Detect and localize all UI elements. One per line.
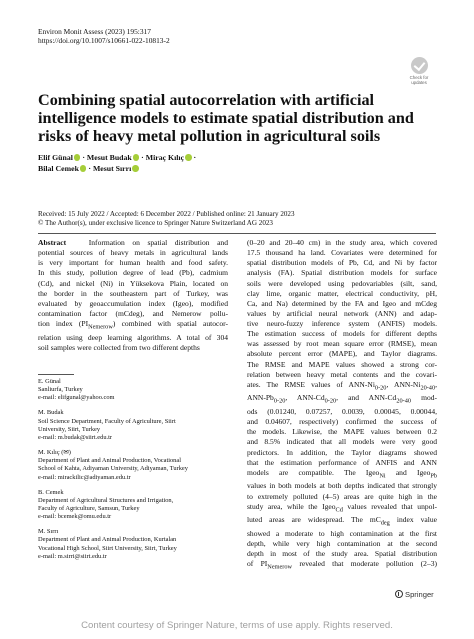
abstract-heading: Abstract (38, 238, 67, 247)
footer-notice: Content courtesy of Springer Nature, terms of use apply. Rights reserved. (0, 612, 474, 639)
abstract-line: relation between heavy metal contents and the covari- (247, 369, 437, 379)
author-name[interactable]: Miraç Kılıç (145, 153, 185, 162)
publication-dates (38, 210, 295, 228)
affiliation-line: Faculty of Agriculture, Samsun, Turkey (38, 505, 140, 513)
affiliation-email[interactable]: e-mail: bcemek@omu.edu.tr (38, 513, 112, 521)
author-name[interactable]: Elif Günal (38, 153, 73, 162)
abstract-line: the models. Likewise, the MAPE values between 0.2 (247, 427, 437, 437)
abstract-line: analysis (FA). Spatial distribution models for surface (247, 268, 437, 278)
abstract-line: ods (0.01240, 0.07257, 0.0039, 0.00045, 0.00044, (247, 407, 437, 416)
affiliation-block (38, 489, 228, 522)
abstract-line: of $PI_{Nemerow}$ revealed that moderate pollution (2–3) (247, 559, 437, 571)
affiliation-author: M. Kılıç (✉) (38, 449, 71, 457)
affiliation-author: B. Cemek (38, 488, 64, 496)
abstract-line: luted areas are widespread. The $mC_{deg}$ index value (247, 515, 437, 527)
abstract-line: soils were developed using pedovariables (silt, sand, (247, 278, 437, 288)
article-title: Combining spatial autocorrelation with artificial intelligence models to estimate spatial distribution and risks of heavy metal pollution in agricultural soils (38, 91, 414, 145)
affiliation-block (38, 449, 228, 482)
affiliation-block (38, 528, 228, 561)
journal-citation: Environ Monit Assess (2023) 195:317 (38, 27, 151, 36)
abstract-line: and 8.5% indicated that all models were very good (247, 437, 437, 447)
check-updates-label-2: updates (411, 80, 427, 85)
abstract-line: absolute percent error (MAPE), and Taylor diagrams. (247, 349, 437, 359)
affiliation-author: M. Sırrı (38, 528, 59, 536)
abstract-line: potential sources of heavy metals in agricultural lands (38, 248, 228, 258)
abstract-line: Abstract Information on spatial distribution and (38, 238, 228, 247)
check-updates-icon (411, 57, 428, 74)
abstract-line: the border in the southeastern part of Turkey, was (38, 288, 228, 298)
affiliation-line: Vocational High School, Siirt University, Siirt, Turkey (38, 544, 177, 552)
affiliation-email[interactable]: e-mail: elifgunal@yahoo.com (38, 394, 115, 402)
abstract-line: study area, while the Igeo$_{Cd}$ values revealed that unpol- (247, 501, 437, 514)
author-name[interactable]: Bilal Cemek (38, 164, 79, 173)
abstract-line: values by artificial neural network (ANN) and adap- (247, 308, 437, 318)
affiliation-email[interactable]: e-mail: m.budak@siirt.edu.tr (38, 434, 113, 442)
orcid-icon[interactable] (133, 154, 140, 161)
abstract-line: depth in most of the study area. Spatial distribution (247, 549, 437, 559)
history-dates: Received: 15 July 2022 / Accepted: 6 December 2022 / Published online: 21 January 2023 (38, 210, 295, 218)
affiliations (38, 378, 228, 568)
abstract-line: and 0.04607, respectively) confirmed the success of (247, 417, 437, 427)
abstract-line: clay lime, organic matter, electrical conductivity, pH, (247, 288, 437, 298)
affiliation-email[interactable]: e-mail: m.sirri@siirt.edu.tr (38, 552, 107, 560)
affiliation-block (38, 409, 228, 442)
abstract-line: relation using deep learning algorithms. A total of 304 (38, 332, 228, 342)
abstract-line: Ca, and Na) determined by the FA and Igeo and mCdeg (247, 298, 437, 308)
affiliation-author: M. Budak (38, 409, 64, 417)
affiliation-email[interactable]: e-mail: mirackilic@adiyaman.edu.tr (38, 473, 131, 481)
abstract-line: predictors. In addition, the Taylor diagrams showed (247, 447, 437, 457)
abstract-line: was assessed by root mean square error (RMSE), mean (247, 339, 437, 349)
affiliation-line: Department of Plant and Animal Production, Kurtalan (38, 536, 177, 544)
abstract-line: soil samples were collected from two different depths (38, 342, 200, 352)
affiliation-line: Department of Agricultural Structures and Irrigation, (38, 496, 174, 504)
abstract-right-column (247, 238, 437, 573)
affiliation-author: E. Günal (38, 378, 61, 385)
abstract-line: The RMSE and MAPE values showed a strong cor- (247, 359, 437, 369)
affiliation-divider (38, 374, 74, 375)
abstract-line: The estimation success of models for different depths (247, 329, 437, 339)
header-divider (38, 233, 436, 234)
abstract-line: ates. The RMSE values of ANN-$Ni_{0-20}$, ANN-$Ni_{20-40}$, (247, 379, 437, 392)
author-list: Elif Günal · Mesut Budak · Miraç Kılıç · Bilal Cemek · Mesut Sırrı (38, 153, 197, 173)
abstract-line: depth, while very high contamination at the second (247, 539, 437, 548)
abstract-line: values in both models at both depths indicated that strongly (247, 481, 437, 491)
abstract-line: In this study, pollution degree of lead (Pb), cadmium (38, 268, 228, 278)
journal-header (38, 27, 170, 45)
publisher-logo (395, 590, 434, 599)
check-for-updates-badge[interactable] (406, 57, 432, 89)
abstract-line: contamination factor (mCdeg), and Nemerow pollu- (38, 308, 228, 318)
abstract-line: (Cd), and nickel (Ni) in Yüksekova Plain, located on (38, 278, 228, 288)
abstract-line: that the estimation performance of ANFIS and ANN (247, 457, 437, 467)
abstract-line: ANN-$Pb_{0-20}$, ANN-$Cd_{0-20}$, and ANN-$Cd_{20-40}$ mod- (247, 393, 438, 405)
affiliation-line: University, Siirt, Turkey (38, 425, 101, 433)
affiliation-line: School of Kahta, Adiyaman University, Adiyaman, Turkey (38, 465, 188, 473)
affiliation-line: Soil Science Department, Faculty of Agriculture, Siirt (38, 417, 176, 425)
abstract-line: models are compatible. The Igeo$_{Ni}$ and Igeo$_{Pb}$ (247, 467, 437, 480)
orcid-icon[interactable] (185, 154, 192, 161)
orcid-icon[interactable] (132, 165, 139, 172)
abstract-line: tion index $(PI_{Nemerow})$ combined with spatial autocor- (38, 319, 228, 331)
abstract-line: (0–20 and 20–40 cm) in the study area, which covered (247, 238, 437, 247)
author-name[interactable]: Mesut Budak (86, 153, 132, 162)
doi-link[interactable]: https://doi.org/10.1007/s10661-022-10813-2 (38, 36, 170, 45)
abstract-line: tive neuro-fuzzy inference system (ANFIS) models. (247, 319, 437, 328)
affiliation-block (38, 378, 228, 403)
abstract-line: 17.5 thousand ha land. Covariates were determined for (247, 248, 437, 258)
abstract-line: is very important for human health and food safety. (38, 258, 228, 268)
affiliation-line: Department of Plant and Animal Production, Vocational (38, 457, 181, 465)
abstract-line: evaluated by geoaccumulation index (Igeo), modified (38, 298, 228, 308)
email-icon[interactable]: (✉) (61, 449, 71, 457)
copyright-line: © The Author(s), under exclusive licence to Springer Nature Switzerland AG 2023 (38, 219, 273, 227)
check-updates-label-1: Check for (409, 75, 429, 80)
abstract-line: spatial distribution models of Pb, Cd, and Ni by factor (247, 258, 437, 268)
abstract-line: showed a moderate to high contamination at the first (247, 528, 437, 538)
affiliation-line: Sanliurfa, Turkey (38, 386, 83, 394)
orcid-icon[interactable] (74, 154, 81, 161)
author-name[interactable]: Mesut Sırrı (92, 164, 132, 173)
orcid-icon[interactable] (80, 165, 87, 172)
springer-horse-icon (395, 590, 403, 598)
publisher-name: Springer (405, 590, 434, 599)
abstract-left-column (38, 238, 228, 353)
abstract-line: to extremely polluted (4–5) areas are quite high in the (247, 491, 437, 501)
